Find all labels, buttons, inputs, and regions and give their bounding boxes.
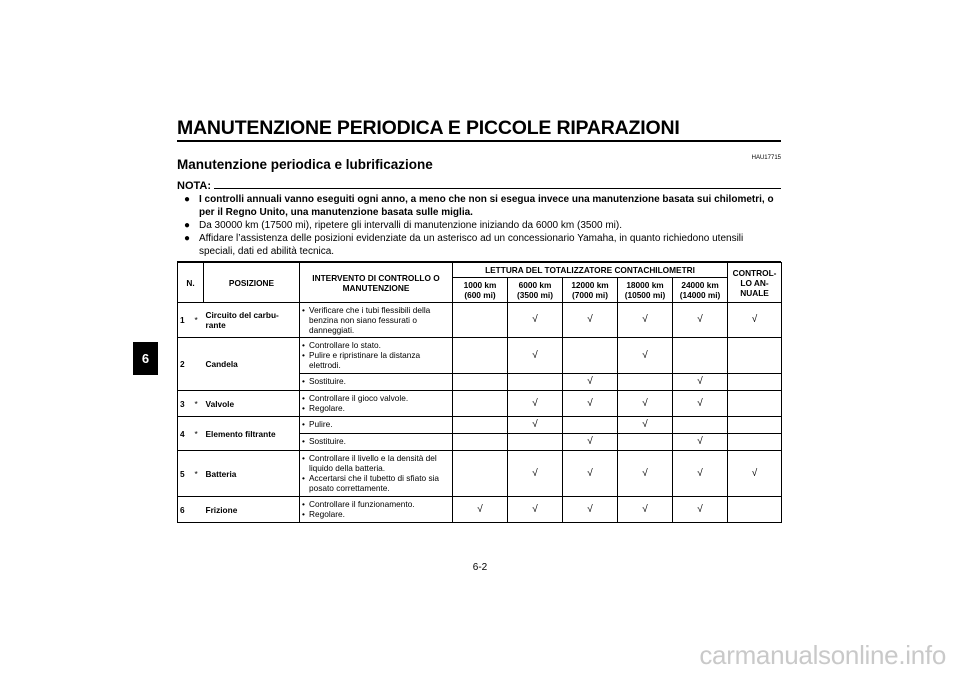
title-rule	[177, 140, 781, 142]
note-rule	[214, 188, 781, 189]
note-list	[184, 193, 782, 258]
check-cell	[673, 338, 728, 374]
check-cell: √	[728, 451, 782, 497]
header-interval: 1000 km (600 mi)	[453, 278, 508, 303]
header-num: N.	[178, 263, 204, 303]
check-cell	[728, 391, 782, 417]
note-text: Affidare l’assistenza delle posizioni evidenziate da un asterisco ad un concessionario Yamaha, in quanto richiedono utensili speciali, dati ed abilità tecnica.	[199, 233, 744, 257]
row-number: 2	[178, 338, 193, 391]
check-cell: √	[508, 417, 563, 434]
asterisk: *	[193, 451, 204, 497]
note-text: Da 30000 km (17500 mi), ripetere gli intervalli di manutenzione iniziando da 6000 km (3500 mi).	[199, 220, 622, 231]
page-number: 6-2	[472, 562, 488, 573]
row-actions: • Controllare il livello e la densità del liquido della batteria. • Accertarsi che il tubetto di sfiato sia posato correttamente.	[300, 451, 453, 497]
row-actions: • Controllare lo stato. • Pulire e ripristinare la distanza elettrodi.	[300, 338, 453, 374]
bullet-icon: •	[302, 509, 305, 519]
row-actions: • Controllare il funzionamento. • Regolare.	[300, 497, 453, 523]
check-cell	[453, 417, 508, 434]
reference-code: HAU17715	[751, 155, 781, 161]
row-position: Valvole	[204, 391, 300, 417]
row-actions: • Verificare che i tubi flessibili della benzina non siano fessurati o danneggiati.	[300, 303, 453, 338]
check-cell: √	[508, 451, 563, 497]
row-actions: • Pulire.	[300, 417, 453, 434]
check-cell: √	[453, 497, 508, 523]
check-cell: √	[508, 338, 563, 374]
check-cell: √	[673, 434, 728, 451]
note-text: I controlli annuali vanno eseguiti ogni anno, a meno che non si esegua invece una manutenzione basata sui chilometri, o per il Regno Unito, una manutenzione basata sulle miglia.	[199, 194, 774, 218]
check-cell: √	[618, 338, 673, 374]
check-cell: √	[673, 451, 728, 497]
check-cell	[453, 451, 508, 497]
watermark: carmanualsonline.info	[699, 640, 946, 670]
check-cell: √	[728, 303, 782, 338]
check-cell	[453, 391, 508, 417]
bullet-icon: ●	[184, 233, 191, 244]
bullet-icon: ●	[184, 194, 191, 205]
check-cell	[563, 338, 618, 374]
row-position: Batteria	[204, 451, 300, 497]
table-row	[178, 451, 782, 497]
row-number: 5	[178, 451, 193, 497]
maintenance-table	[177, 262, 782, 523]
check-cell: √	[673, 374, 728, 391]
table-row	[178, 338, 782, 374]
check-cell: √	[563, 434, 618, 451]
check-cell: √	[618, 497, 673, 523]
chapter-tab: 6	[133, 342, 158, 375]
note-item	[184, 219, 782, 232]
row-position: Candela	[204, 338, 300, 391]
check-cell	[453, 434, 508, 451]
check-cell	[728, 374, 782, 391]
row-number: 4	[178, 417, 193, 451]
header-annual: CONTROL-LO AN-NUALE	[728, 263, 782, 303]
check-cell: √	[563, 303, 618, 338]
check-cell: √	[673, 303, 728, 338]
table-row	[178, 303, 782, 338]
row-number: 3	[178, 391, 193, 417]
bullet-icon: •	[302, 499, 305, 509]
header-interval: 18000 km (10500 mi)	[618, 278, 673, 303]
asterisk: *	[193, 303, 204, 338]
check-cell	[618, 434, 673, 451]
check-cell	[453, 374, 508, 391]
check-cell: √	[618, 417, 673, 434]
check-cell: √	[618, 303, 673, 338]
asterisk: *	[193, 391, 204, 417]
check-cell: √	[508, 497, 563, 523]
bullet-icon: •	[302, 393, 305, 403]
check-cell: √	[673, 391, 728, 417]
bullet-icon: •	[302, 376, 305, 386]
row-position: Frizione	[204, 497, 300, 523]
row-number: 1	[178, 303, 193, 338]
check-cell	[508, 374, 563, 391]
check-cell	[618, 374, 673, 391]
header-intervention: INTERVENTO DI CONTROLLO O MANUTENZIONE	[300, 263, 453, 303]
note-label: NOTA:	[177, 180, 212, 192]
check-cell: √	[563, 374, 618, 391]
bullet-icon: •	[302, 350, 305, 360]
check-cell: √	[563, 391, 618, 417]
check-cell	[673, 417, 728, 434]
note-item	[184, 193, 782, 219]
header-interval: 12000 km (7000 mi)	[563, 278, 618, 303]
row-position: Circuito del carbu-rante	[204, 303, 300, 338]
asterisk	[193, 497, 204, 523]
table-row	[178, 417, 782, 434]
check-cell: √	[508, 391, 563, 417]
note-item	[184, 232, 782, 258]
bullet-icon: •	[302, 340, 305, 350]
header-interval: 6000 km (3500 mi)	[508, 278, 563, 303]
check-cell: √	[673, 497, 728, 523]
bullet-icon: ●	[184, 220, 191, 231]
check-cell	[453, 338, 508, 374]
bullet-icon: •	[302, 436, 305, 446]
check-cell: √	[618, 391, 673, 417]
bullet-icon: •	[302, 305, 305, 315]
row-position: Elemento filtrante	[204, 417, 300, 451]
bullet-icon: •	[302, 473, 305, 483]
page-title: MANUTENZIONE PERIODICA E PICCOLE RIPARAZIONI	[177, 117, 680, 139]
section-title: Manutenzione periodica e lubrificazione	[177, 157, 433, 172]
check-cell: √	[563, 497, 618, 523]
row-actions: • Sostituire.	[300, 374, 453, 391]
asterisk: *	[193, 417, 204, 451]
row-actions: • Sostituire.	[300, 434, 453, 451]
asterisk	[193, 338, 204, 391]
bullet-icon: •	[302, 403, 305, 413]
check-cell	[728, 417, 782, 434]
check-cell	[728, 338, 782, 374]
table-row	[178, 497, 782, 523]
check-cell	[453, 303, 508, 338]
check-cell	[508, 434, 563, 451]
check-cell	[728, 434, 782, 451]
check-cell	[728, 497, 782, 523]
header-position: POSIZIONE	[204, 263, 300, 303]
header-interval: 24000 km (14000 mi)	[673, 278, 728, 303]
bullet-icon: •	[302, 419, 305, 429]
check-cell: √	[563, 451, 618, 497]
check-cell: √	[508, 303, 563, 338]
check-cell	[563, 417, 618, 434]
row-actions: • Controllare il gioco valvole. • Regolare.	[300, 391, 453, 417]
header-odometer: LETTURA DEL TOTALIZZATORE CONTACHILOMETRI	[453, 263, 728, 278]
row-number: 6	[178, 497, 193, 523]
bullet-icon: •	[302, 453, 305, 463]
table-row	[178, 391, 782, 417]
check-cell: √	[618, 451, 673, 497]
